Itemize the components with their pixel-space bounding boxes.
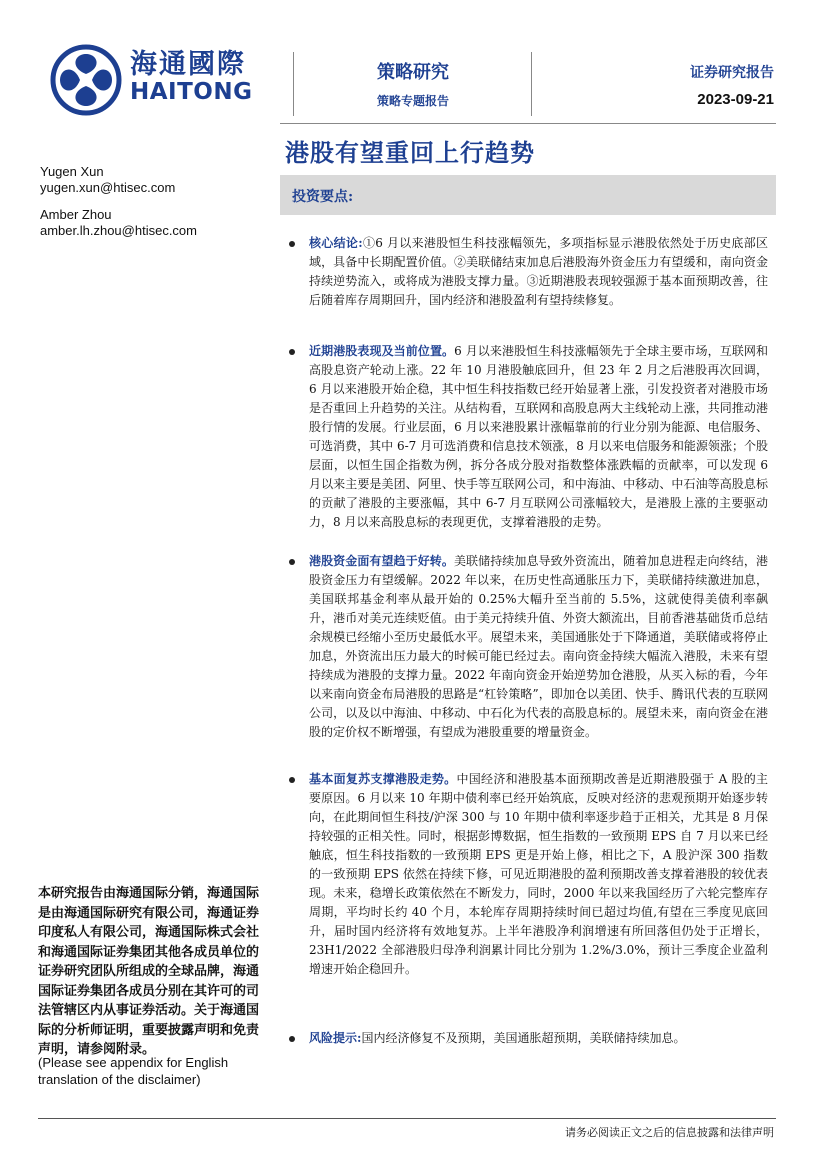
header-divider [293,52,294,116]
key-point-lead: 核心结论: [309,236,363,250]
bullet-icon [289,559,295,565]
key-point-paragraph [309,342,768,532]
bullet-icon [289,241,295,247]
report-date: 2023-09-21 [697,91,774,108]
key-point-paragraph [309,234,768,310]
bullet-icon [289,1036,295,1042]
page-title: 港股有望重回上行趋势 [285,138,535,167]
key-point-paragraph [309,770,768,979]
disclaimer-en: (Please see appendix for English translation of the disclaimer) [38,1055,229,1087]
key-point-text: 中国经济和港股基本面预期改善是近期港股强于 A 股的主要原因。6 月以来 10 年期中债利率已经开始筑底，反映对经济的悲观预期开始逐步转向，在此期间恒生科技/沪深 300 与 10 年期中债利率逐步趋于正相关，尤其是 8 月保持较强的正相关性。同时，根据彭博数据，恒生指数的一致预期 EPS 自 7 月以来已经触底，恒生科技指数的一致预期 EPS 更是开始上修，相比之下，A 股沪深 300 指数的一致预期 EPS 依然在持续下修，可见近期港股的盈利预期改善支撑着港股的较优表现。未来，稳增长政策依然在不断发力，同时，2000 年以来我国经历了六轮完整库存周期，平均时长约 40 个月，本轮库存周期持续时间已超过均值,有望在三季度见底回升，届时国内经济将有效地复苏。上半年港股净利润增速有所回落但仍处于正增长，23H1/2022 全部港股归母净利润累计同比分别为 1.2%/3.0%，预计三季度企业盈利增速开始企稳回升。 [309,772,768,976]
analyst-name: Yugen Xun [40,164,104,179]
key-point-lead: 近期港股表现及当前位置。 [309,344,455,358]
disclaimer-cn: 本研究报告由海通国际分销，海通国际是由海通国际研究有限公司，海通证券印度私人有限公司，海通国际株式会社和海通国际证券集团其他各成员单位的证券研究团队所组成的全球品牌，海通国际证券集团各成员分别在其许可的司法管辖区内从事证券活动。关于海通国际的分析师证明，重要披露声明和免责声明，请参阅附录。 [38,886,260,1057]
bullet-icon [289,777,295,783]
key-point-paragraph [309,1029,768,1048]
key-point-paragraph [309,552,768,742]
key-point-text: ①6 月以来港股恒生科技涨幅领先，多项指标显示港股依然处于历史底部区域，具备中长期配置价值。②美联储结束加息后港股海外资金压力有望缓和，南向资金持续逆势流入，或将成为港股支撑力量。③近期港股表现较强源于基本面预期改善，往后随着库存周期回升，国内经济和港股盈利有望持续修复。 [309,236,769,307]
key-points-header-bar [280,175,776,215]
footer-rule [38,1118,776,1119]
header-divider [531,52,532,116]
key-point-lead: 基本面复苏支撑港股走势。 [309,772,457,786]
key-point-text: 国内经济修复不及预期，美国通胀超预期，美联储持续加息。 [361,1031,686,1045]
key-point-lead: 港股资金面有望趋于好转。 [309,554,454,568]
report-subtype: 策略专题报告 [376,94,449,108]
logo-english-name: HAITONG [130,79,253,105]
analyst-name: Amber Zhou [40,207,112,222]
key-points-heading: 投资要点: [292,189,354,205]
report-category: 证券研究报告 [690,65,774,81]
key-point-text: 美联储持续加息导致外资流出，随着加息进程走向终结，港股资金压力有望缓解。2022 年以来，在历史性高通胀压力下，美联储持续激进加息，美国联邦基金利率从最开始的 0.25%大幅升至当前的 5.5%，这就使得美债利率飙升，港币对美元连续贬值。由于美元持续升值、外资大额流出，目前香港基础货币总结余规模已经缩小至历史最低水平。展望未来，美国通胀处于下降通道，美联储或将停止加息，外资流出压力最大的时候可能已经过去。南向资金持续大幅流入港股，未来有望持续成为港股的支撑力量。2022 年南向资金开始逆势加仓港股，从买入标的看，今年以来南向资金布局港股的思路是“杠铃策略”，即加仓以美团、快手、腾讯代表的互联网公司，以及以中海油、中移动、中石化为代表的高股息标的。展望未来，南向资金在港股的定价权不断增强，有望成为港股重要的增量资金。 [309,554,768,739]
bullet-icon [289,349,295,355]
header-rule [280,123,776,124]
report-type: 策略研究 [377,62,449,83]
footer-notice: 请务必阅读正文之后的信息披露和法律声明 [565,1126,774,1139]
haitong-logo-icon [50,44,122,116]
logo-chinese-name: 海通國際 [130,49,246,80]
analyst-email[interactable]: amber.lh.zhou@htisec.com [40,223,197,238]
key-point-lead: 风险提示: [309,1031,362,1045]
key-point-text: 6 月以来港股恒生科技涨幅领先于全球主要市场，互联网和高股息资产轮动上涨。22 年 10 月港股触底回升，但 23 年 2 月之后港股再次回调，6 月以来港股开始企稳，其中恒生科技指数已经开始显著上涨，引发投资者对港股市场是否重回上升趋势的关注。从结构看，互联网和高股息两大主线轮动上涨，共同推动港股行情的发展。行业层面，6 月以来港股累计涨幅靠前的行业分别为能源、电信服务、可选消费，其中 6-7 月可选消费和信息技术领涨，8 月以来电信服务和能源领涨；个股层面，以恒生国企指数为例，拆分各成分股对指数整体涨跌幅的贡献率，可以发现 6 月以来主要是美团、阿里、快手等互联网公司，和中海油、中移动、中石油等高股息标的贡献了港股的主要涨幅，其中 6-7 月互联网公司涨幅较大，是港股上涨的主要驱动力，8 月以来高股息标的表现更优，支撑着港股的走势。 [309,344,768,529]
analyst-email[interactable]: yugen.xun@htisec.com [40,180,176,195]
